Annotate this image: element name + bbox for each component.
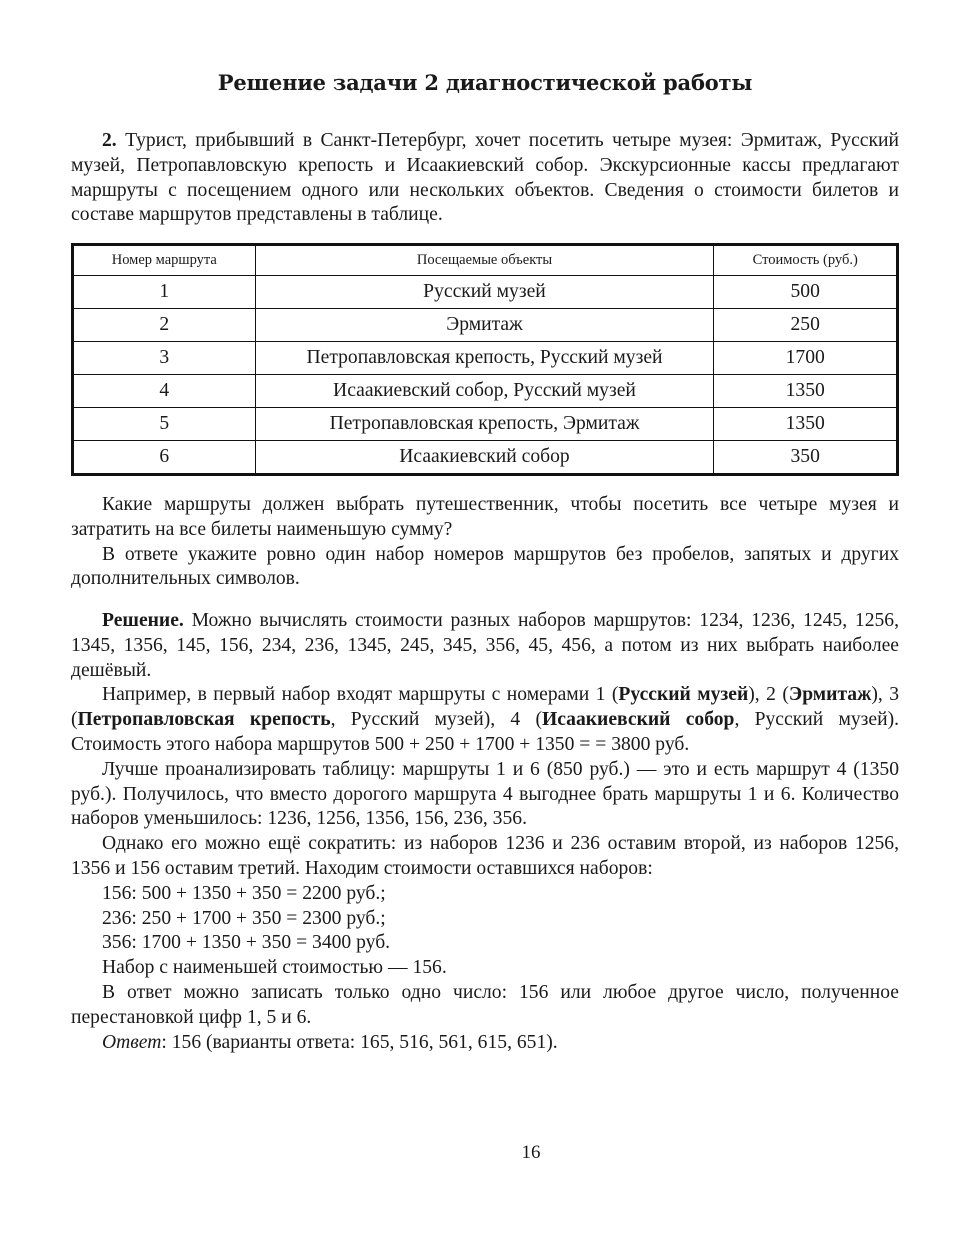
calculation-line: 156: 500 + 1350 + 350 = 2200 руб.; <box>102 882 386 904</box>
solution-paragraph-1 <box>71 609 899 683</box>
answer-label: Ответ <box>102 1031 162 1053</box>
calculation-line: 236: 250 + 1700 + 350 = 2300 руб.; <box>102 907 386 929</box>
table-row <box>73 441 898 475</box>
route-cost-cell: 250 <box>714 309 898 342</box>
route-cost-cell: 350 <box>714 441 898 475</box>
text-segment: ), 2 ( <box>748 684 789 706</box>
route-cost-cell: 500 <box>714 276 898 309</box>
problem-statement <box>71 129 899 228</box>
solution-paragraph-6: В ответ можно записать только одно число: 156 или любое другое число, полученное перестановкой цифр 1, 5 и 6. <box>71 981 899 1028</box>
solution-paragraph-3: Лучше проанализировать таблицу: маршруты 1 и 6 (850 руб.) — это и есть маршрут 4 (1350 руб.). Получилось, что вместо дорогого маршрута 4 выгоднее брать маршруты 1 и 6. Количество наборов уменьшилось: 1236, 1256, 1356, 156, 236, 356. <box>71 758 899 830</box>
table-row <box>73 276 898 309</box>
solution-paragraph-5: Набор с наименьшей стоимостью — 156. <box>102 957 447 979</box>
text-segment: , Русский музей). Стоимость этого набора маршрутов 500 + 250 + 1700 + 1350 = = 3800 руб. <box>71 709 899 755</box>
header-route-number: Номер маршрута <box>73 245 256 276</box>
solution-section <box>71 609 899 1055</box>
bold-term: Петропавловская крепость <box>77 709 331 731</box>
page-title: Решение задачи 2 диагностической работы <box>217 70 753 95</box>
answer-paragraph <box>71 1031 899 1056</box>
table-header-row <box>73 245 898 276</box>
route-number-cell: 1 <box>73 276 256 309</box>
route-number-cell: 2 <box>73 309 256 342</box>
question-paragraph: Какие маршруты должен выбрать путешественник, чтобы посетить все четыре музея и затратить на все билеты наименьшую сумму? <box>71 494 899 540</box>
table-row <box>73 309 898 342</box>
solution-paragraph-4: Однако его можно ещё сократить: из наборов 1236 и 236 оставим второй, из наборов 1256, 1356 и 156 оставим третий. Находим стоимости оставшихся наборов: <box>71 833 899 879</box>
table-row <box>73 375 898 408</box>
header-objects: Посещаемые объекты <box>255 245 714 276</box>
text-segment: Например, в первый набор входят маршруты с номерами 1 ( <box>102 684 619 706</box>
route-cost-cell: 1350 <box>714 375 898 408</box>
route-number-cell: 3 <box>73 342 256 375</box>
text-segment: , Русский музей), 4 ( <box>330 709 542 731</box>
text-segment: ), 3 ( <box>71 684 899 731</box>
bold-term: Исаакиевский собор <box>542 709 735 731</box>
table-row <box>73 342 898 375</box>
route-cost-cell: 1700 <box>714 342 898 375</box>
problem-paragraph <box>71 129 899 228</box>
table-row <box>73 408 898 441</box>
route-number-cell: 4 <box>73 375 256 408</box>
question-section <box>71 493 899 592</box>
solution-text: Можно вычислять стоимости разных наборов маршрутов: 1234, 1236, 1245, 1256, 1345, 1356, 145, 156, 234, 236, 1345, 245, 345, 356, 45, 456, а потом из них выбрать наиболее дешёвый. <box>71 610 899 681</box>
problem-number: 2. <box>102 130 117 151</box>
bold-term: Русский музей <box>618 684 749 706</box>
route-number-cell: 6 <box>73 441 256 475</box>
route-objects-cell: Русский музей <box>255 276 714 309</box>
answer-text: : 156 (варианты ответа: 165, 516, 561, 615, 651). <box>161 1031 558 1053</box>
route-number-cell: 5 <box>73 408 256 441</box>
solution-paragraph-2 <box>71 683 899 757</box>
route-objects-cell: Петропавловская крепость, Русский музей <box>255 342 714 375</box>
routes-table <box>71 243 899 476</box>
page-number: 16 <box>521 1142 541 1163</box>
route-objects-cell: Петропавловская крепость, Эрмитаж <box>255 408 714 441</box>
route-cost-cell: 1350 <box>714 408 898 441</box>
header-cost: Стоимость (руб.) <box>714 245 898 276</box>
calculation-line: 356: 1700 + 1350 + 350 = 3400 руб. <box>102 932 391 954</box>
route-objects-cell: Эрмитаж <box>255 309 714 342</box>
route-objects-cell: Исаакиевский собор, Русский музей <box>255 375 714 408</box>
problem-text: Турист, прибывший в Санкт-Петербург, хочет посетить четыре музея: Эрмитаж, Русский музей, Петропавловскую крепость и Исаакиевский собор. Экскурсионные кассы предлагают маршруты с посещением одного или нескольких объектов. Сведения о стоимости билетов и составе маршрутов представлены в таблице. <box>71 130 899 226</box>
route-objects-cell: Исаакиевский собор <box>255 441 714 475</box>
solution-label: Решение. <box>102 610 184 631</box>
bold-term: Эрмитаж <box>788 684 872 706</box>
answer-format-paragraph: В ответе укажите ровно один набор номеров маршрутов без пробелов, запятых и других дополнительных символов. <box>71 543 899 590</box>
